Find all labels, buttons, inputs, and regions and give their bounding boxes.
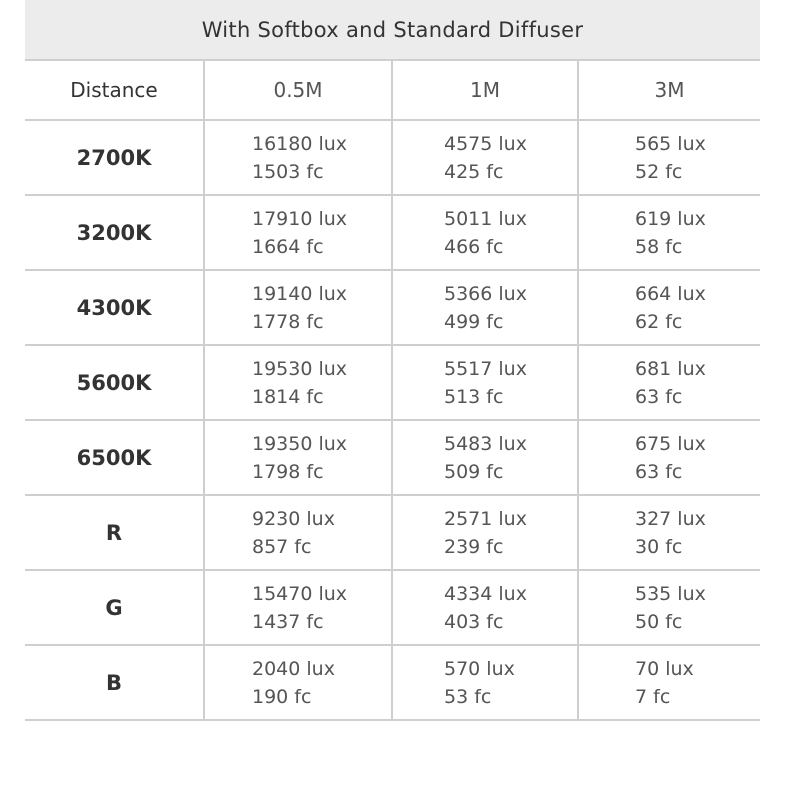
lux-value: 681 lux — [635, 357, 706, 380]
value-cell — [578, 495, 760, 570]
value-cell — [204, 345, 392, 420]
lux-value: 5517 lux — [444, 357, 527, 380]
lux-value: 664 lux — [635, 282, 706, 305]
fc-value: 1814 fc — [252, 385, 324, 408]
value-cell — [204, 270, 392, 345]
lux-value: 565 lux — [635, 132, 706, 155]
header-row — [25, 61, 760, 120]
row-label: 2700K — [25, 120, 204, 195]
row-label: B — [25, 645, 204, 720]
fc-value: 63 fc — [635, 385, 683, 408]
value-cell — [578, 270, 760, 345]
value-stack — [393, 430, 577, 486]
value-cell — [204, 120, 392, 195]
value-stack — [393, 505, 577, 561]
row-label: 3200K — [25, 195, 204, 270]
value-stack — [205, 280, 391, 336]
lux-value: 570 lux — [444, 657, 515, 680]
value-cell — [578, 120, 760, 195]
row-label: G — [25, 570, 204, 645]
value-stack — [205, 130, 391, 186]
value-cell — [392, 120, 578, 195]
value-stack — [579, 430, 760, 486]
fc-value: 425 fc — [444, 160, 504, 183]
value-cell — [204, 195, 392, 270]
lux-value: 5011 lux — [444, 207, 527, 230]
table-row — [25, 645, 760, 720]
header-distance-1: 1M — [392, 61, 578, 120]
value-stack — [393, 580, 577, 636]
header-distance-0: 0.5M — [204, 61, 392, 120]
fc-value: 1664 fc — [252, 235, 324, 258]
value-stack — [393, 205, 577, 261]
row-label: 5600K — [25, 345, 204, 420]
value-stack — [205, 205, 391, 261]
value-cell — [204, 645, 392, 720]
fc-value: 1437 fc — [252, 610, 324, 633]
fc-value: 1778 fc — [252, 310, 324, 333]
value-cell — [392, 195, 578, 270]
table-row — [25, 495, 760, 570]
value-cell — [578, 420, 760, 495]
table-title: With Softbox and Standard Diffuser — [25, 0, 760, 61]
lux-value: 9230 lux — [252, 507, 335, 530]
value-cell — [204, 495, 392, 570]
row-label: R — [25, 495, 204, 570]
fc-value: 509 fc — [444, 460, 504, 483]
table-row — [25, 420, 760, 495]
lux-value: 70 lux — [635, 657, 694, 680]
value-cell — [578, 345, 760, 420]
value-stack — [205, 430, 391, 486]
value-cell — [392, 270, 578, 345]
lux-value: 19530 lux — [252, 357, 348, 380]
lux-value: 535 lux — [635, 582, 706, 605]
lux-value: 5366 lux — [444, 282, 527, 305]
value-stack — [579, 505, 760, 561]
fc-value: 63 fc — [635, 460, 683, 483]
value-cell — [392, 570, 578, 645]
fc-value: 513 fc — [444, 385, 504, 408]
lux-value: 16180 lux — [252, 132, 348, 155]
lux-value: 4334 lux — [444, 582, 527, 605]
illuminance-grid — [25, 61, 760, 721]
fc-value: 62 fc — [635, 310, 683, 333]
fc-value: 53 fc — [444, 685, 492, 708]
value-cell — [578, 195, 760, 270]
table-row — [25, 345, 760, 420]
table-body — [25, 61, 760, 720]
lux-value: 619 lux — [635, 207, 706, 230]
lux-value: 2571 lux — [444, 507, 527, 530]
fc-value: 7 fc — [635, 685, 671, 708]
table-row — [25, 195, 760, 270]
value-cell — [392, 345, 578, 420]
fc-value: 499 fc — [444, 310, 504, 333]
fc-value: 403 fc — [444, 610, 504, 633]
value-stack — [393, 355, 577, 411]
lux-value: 19350 lux — [252, 432, 348, 455]
illuminance-table — [25, 0, 760, 721]
value-stack — [393, 655, 577, 711]
fc-value: 30 fc — [635, 535, 683, 558]
header-distance-label: Distance — [25, 61, 204, 120]
lux-value: 327 lux — [635, 507, 706, 530]
fc-value: 466 fc — [444, 235, 504, 258]
lux-value: 15470 lux — [252, 582, 348, 605]
table-row — [25, 120, 760, 195]
value-cell — [578, 645, 760, 720]
fc-value: 239 fc — [444, 535, 504, 558]
fc-value: 1503 fc — [252, 160, 324, 183]
fc-value: 52 fc — [635, 160, 683, 183]
value-stack — [579, 355, 760, 411]
lux-value: 17910 lux — [252, 207, 348, 230]
fc-value: 50 fc — [635, 610, 683, 633]
value-stack — [579, 580, 760, 636]
value-stack — [579, 205, 760, 261]
value-stack — [205, 580, 391, 636]
value-cell — [204, 570, 392, 645]
value-stack — [205, 355, 391, 411]
value-cell — [392, 645, 578, 720]
value-cell — [204, 420, 392, 495]
table-row — [25, 570, 760, 645]
value-stack — [393, 130, 577, 186]
value-stack — [579, 655, 760, 711]
lux-value: 675 lux — [635, 432, 706, 455]
value-stack — [205, 505, 391, 561]
header-distance-2: 3M — [578, 61, 760, 120]
value-stack — [393, 280, 577, 336]
value-cell — [392, 495, 578, 570]
lux-value: 19140 lux — [252, 282, 348, 305]
fc-value: 857 fc — [252, 535, 312, 558]
row-label: 6500K — [25, 420, 204, 495]
fc-value: 58 fc — [635, 235, 683, 258]
table-row — [25, 270, 760, 345]
value-cell — [578, 570, 760, 645]
value-stack — [205, 655, 391, 711]
value-stack — [579, 280, 760, 336]
value-stack — [579, 130, 760, 186]
fc-value: 1798 fc — [252, 460, 324, 483]
fc-value: 190 fc — [252, 685, 312, 708]
value-cell — [392, 420, 578, 495]
lux-value: 5483 lux — [444, 432, 527, 455]
row-label: 4300K — [25, 270, 204, 345]
lux-value: 2040 lux — [252, 657, 335, 680]
lux-value: 4575 lux — [444, 132, 527, 155]
